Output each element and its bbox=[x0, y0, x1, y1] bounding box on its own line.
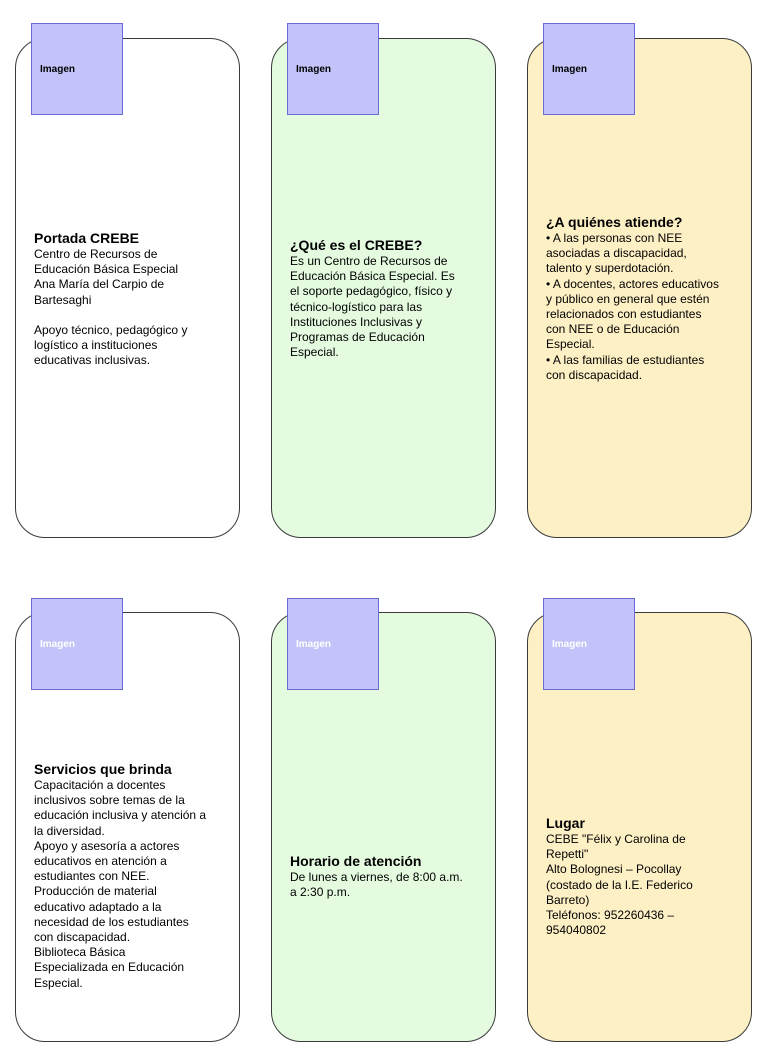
card-line: Apoyo y asesoría a actores bbox=[34, 838, 180, 853]
card-line: Ana María del Carpio de bbox=[34, 277, 165, 292]
card-text-servicios bbox=[34, 761, 222, 991]
card-title: Servicios que brinda bbox=[34, 761, 172, 777]
card-line: educativas inclusivas. bbox=[34, 353, 151, 368]
card-line: con NEE o de Educación bbox=[546, 322, 680, 337]
card-line: Educación Básica Especial bbox=[34, 262, 179, 277]
card-title: Portada CREBE bbox=[34, 230, 140, 246]
card-line: Capacitación a docentes bbox=[34, 778, 166, 792]
card-line: estudiantes con NEE. bbox=[34, 869, 150, 884]
card-line: Especial. bbox=[34, 975, 83, 990]
card-line: el soporte pedagógico, físico y bbox=[290, 284, 453, 299]
card-title: ¿A quiénes atiende? bbox=[546, 214, 683, 230]
card-line: Bartesaghi bbox=[34, 292, 92, 307]
card-line: Biblioteca Básica bbox=[34, 945, 126, 960]
card-line: educativos en atención a bbox=[34, 854, 167, 869]
card-line: CEBE "Félix y Carolina de bbox=[546, 832, 686, 846]
card-line: logístico a instituciones bbox=[34, 338, 158, 353]
card-line: Educación Básica Especial. Es bbox=[290, 269, 455, 284]
card-line: Teléfonos: 952260436 – bbox=[546, 908, 675, 923]
card-line: necesidad de los estudiantes bbox=[34, 914, 189, 929]
card-line: Barreto) bbox=[546, 892, 590, 907]
card-title: Horario de atención bbox=[290, 853, 422, 869]
image-placeholder-horario: Imagen bbox=[287, 598, 379, 690]
card-line: 954040802 bbox=[546, 923, 607, 938]
card-text-horario bbox=[290, 853, 478, 900]
image-placeholder-lugar: Imagen bbox=[543, 598, 635, 690]
image-placeholder-que-es: Imagen bbox=[287, 23, 379, 115]
card-line: técnico-logístico para las bbox=[290, 299, 423, 314]
card-line: a 2:30 p.m. bbox=[290, 885, 351, 900]
card-line: Producción de material bbox=[34, 884, 157, 899]
card-line: (costado de la I.E. Federico bbox=[546, 877, 693, 892]
card-line: inclusivos sobre temas de la bbox=[34, 793, 185, 808]
card-line: Alto Bolognesi – Pocollay bbox=[546, 862, 682, 877]
card-line-blank bbox=[34, 308, 222, 323]
card-line: • A docentes, actores educativos bbox=[546, 276, 719, 291]
card-line: y público en general que estén bbox=[546, 291, 710, 306]
card-line: con discapacidad. bbox=[546, 367, 643, 382]
card-line: relacionados con estudiantes bbox=[546, 307, 702, 322]
card-line: Instituciones Inclusivas y bbox=[290, 314, 423, 329]
card-line: • A las personas con NEE bbox=[546, 231, 683, 245]
card-line: talento y superdotación. bbox=[546, 261, 674, 276]
card-title: ¿Qué es el CREBE? bbox=[290, 237, 423, 253]
image-placeholder-portada: Imagen bbox=[31, 23, 123, 115]
card-text-a-quienes bbox=[546, 214, 734, 383]
card-line: Especializada en Educación bbox=[34, 960, 185, 975]
card-line: De lunes a viernes, de 8:00 a.m. bbox=[290, 870, 463, 884]
card-line: educación inclusiva y atención a bbox=[34, 808, 207, 823]
card-line: Especial. bbox=[546, 337, 595, 352]
card-line: Repetti" bbox=[546, 847, 589, 862]
card-line: Apoyo técnico, pedagógico y bbox=[34, 322, 188, 337]
card-line: asociadas a discapacidad, bbox=[546, 246, 687, 261]
card-text-portada bbox=[34, 230, 222, 368]
card-line: Centro de Recursos de bbox=[34, 247, 158, 261]
card-line: Especial. bbox=[290, 345, 339, 360]
card-title: Lugar bbox=[546, 815, 585, 831]
card-line: Es un Centro de Recursos de bbox=[290, 254, 448, 268]
card-line: educativo adaptado a la bbox=[34, 899, 162, 914]
image-placeholder-a-quienes: Imagen bbox=[543, 23, 635, 115]
card-line: Programas de Educación bbox=[290, 330, 425, 345]
card-text-que-es bbox=[290, 237, 478, 360]
image-placeholder-servicios: Imagen bbox=[31, 598, 123, 690]
card-line: la diversidad. bbox=[34, 823, 105, 838]
card-text-lugar bbox=[546, 815, 734, 938]
card-line: con discapacidad. bbox=[34, 930, 131, 945]
card-line: • A las familias de estudiantes bbox=[546, 352, 705, 367]
